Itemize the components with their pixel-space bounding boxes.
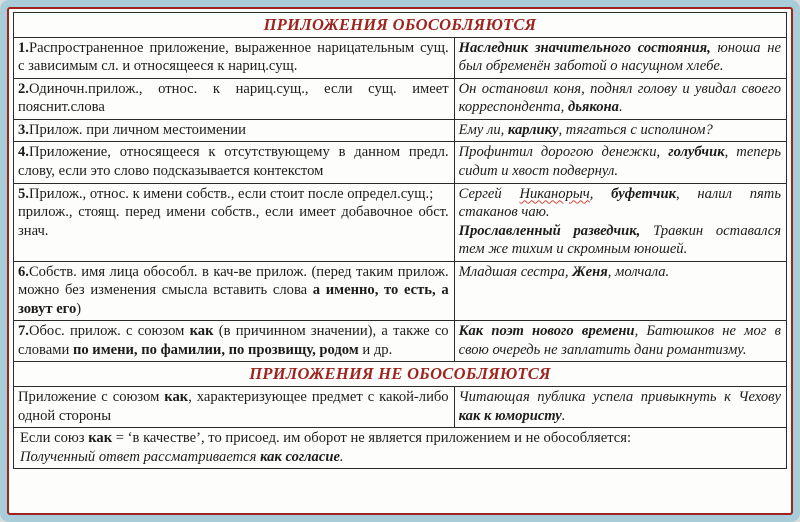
- table-row: [14, 142, 787, 183]
- text-segment: юноша не был обременён заботой о насущном хлебе.: [458, 39, 781, 75]
- text-segment: 5.: [18, 185, 29, 202]
- text-segment: Он остановил коня, поднял голову и увидал своего корреспондента,: [458, 80, 781, 116]
- text-segment: Собств. имя лица обособл. в кач-ве прилож. (перед таким прилож. можно без изменения смысла вставить слова: [18, 263, 449, 299]
- text-segment: Прилож. при личном местоимении: [28, 121, 246, 138]
- grammar-table: [13, 12, 787, 469]
- text-segment: Прославленный разведчик,: [458, 222, 641, 239]
- section-title-separated: ПРИЛОЖЕНИЯ ОБОСОБЛЯЮТСЯ: [14, 13, 787, 38]
- text-segment: карлику: [507, 121, 559, 138]
- text-segment: , налил пять стаканов чаю.: [458, 185, 781, 221]
- text-segment: Никанорыч: [519, 185, 590, 202]
- text-segment: .: [561, 407, 566, 424]
- table-row: [14, 428, 787, 469]
- text-segment: голубчик: [668, 144, 725, 161]
- text-segment: 3.: [18, 121, 29, 138]
- text-segment: Распространенное приложение, выраженное нарицательным сущ. с зависимым сл. и относящееся к нариц.сущ.: [18, 39, 449, 75]
- rule-cell: [14, 261, 455, 321]
- example-cell: [454, 119, 786, 142]
- rule-cell: [14, 183, 455, 261]
- example-cell: [454, 387, 786, 428]
- text-segment: Полученный ответ рассматривается: [20, 448, 261, 465]
- table-row: [14, 321, 787, 362]
- text-segment: как: [189, 323, 214, 340]
- section-not-separated-header: [14, 362, 787, 387]
- rule-cell: [14, 78, 455, 119]
- table-row: [14, 78, 787, 119]
- example-cell: [454, 183, 786, 261]
- text-segment: Приложение, относящееся к отсутствующему в данном предл. слову, если это слово подсказывается контекстом: [18, 144, 449, 179]
- text-segment: как: [164, 389, 189, 406]
- section-not-separated-rows: [14, 387, 787, 428]
- text-segment: Если союз: [20, 430, 89, 447]
- text-segment: Одиночн.прилож., относ. к нариц.сущ., если сущ. имеет пояснит.слова: [18, 80, 449, 116]
- text-segment: 4.: [18, 144, 29, 161]
- text-segment: Младшая сестра,: [458, 263, 573, 280]
- text-segment: буфетчик: [611, 185, 676, 202]
- table-row: [14, 183, 787, 261]
- table-row: [14, 362, 787, 387]
- example-cell: [454, 37, 786, 78]
- text-segment: Прилож., относ. к имени собств., если стоит после определ.сущ.;: [28, 185, 434, 202]
- text-segment: (в причинном значении), а также со словами: [18, 323, 449, 358]
- text-segment: дьякона: [567, 99, 619, 116]
- text-segment: как к юмористу: [458, 407, 562, 424]
- text-segment: , характеризующее предмет с какой-либо одной стороны: [18, 389, 449, 424]
- note-cell: [14, 428, 787, 469]
- text-segment: Женя: [572, 263, 608, 280]
- text-segment: а именно, то есть, а зовут его: [18, 282, 449, 317]
- table-row: [14, 119, 787, 142]
- text-segment: .: [618, 99, 623, 116]
- example-cell: [454, 261, 786, 321]
- text-segment: по имени, по фамилии, по прозвищу, родом: [72, 341, 359, 358]
- text-segment: Как поэт нового времени: [458, 323, 635, 340]
- table-frame: [7, 7, 793, 515]
- section-separated-rows: [14, 37, 787, 362]
- text-segment: Читающая публика успела привыкнуть к Чехову: [458, 389, 781, 406]
- table-row: [14, 37, 787, 78]
- rule-cell: [14, 119, 455, 142]
- text-segment: 2.: [18, 80, 29, 97]
- table-row: [14, 387, 787, 428]
- text-segment: Профинтил дорогою денежки,: [458, 144, 669, 161]
- text-segment: как: [88, 430, 113, 447]
- note-section: [14, 428, 787, 469]
- text-segment: 1.: [18, 39, 29, 56]
- text-segment: Обос. прилож. с союзом: [28, 323, 190, 340]
- text-segment: ,: [589, 185, 612, 202]
- table-row: [14, 261, 787, 321]
- text-segment: = ‘в качестве’, то присоед. им оборот не является приложением и не обособляется:: [112, 430, 632, 447]
- text-segment: , тягаться с исполином?: [558, 121, 713, 138]
- text-segment: .: [339, 448, 344, 465]
- section-separated-header: [14, 13, 787, 38]
- text-segment: , Батюшков не мог в свою очередь не заплатить дани романтизму.: [458, 323, 781, 358]
- example-cell: [454, 321, 786, 362]
- text-segment: ): [76, 300, 82, 317]
- section-title-not-separated: ПРИЛОЖЕНИЯ НЕ ОБОСОБЛЯЮТСЯ: [14, 362, 787, 387]
- text-segment: , молчала.: [607, 263, 670, 280]
- rule-cell: [14, 37, 455, 78]
- rule-cell: [14, 142, 455, 183]
- text-segment: , теперь сидит и хвост подвернул.: [458, 144, 782, 179]
- rule-cell: [14, 387, 455, 428]
- text-segment: Сергей: [458, 185, 520, 202]
- text-segment: 7.: [18, 323, 29, 340]
- table-row: [14, 13, 787, 38]
- example-cell: [454, 78, 786, 119]
- rule-cell: [14, 321, 455, 362]
- text-segment: Травкин оставался тем же тихим и скромным юношей.: [458, 222, 781, 258]
- text-segment: Наследник значительного состояния,: [458, 39, 711, 56]
- text-segment: Приложение с союзом: [18, 389, 165, 406]
- text-segment: и др.: [358, 341, 393, 358]
- text-segment: Ему ли,: [458, 121, 508, 138]
- example-cell: [454, 142, 786, 183]
- text-segment: прилож., стоящ. перед имени собств., если имеет добавочное обст. знач.: [18, 204, 449, 239]
- text-segment: как согласие: [260, 448, 340, 465]
- text-segment: 6.: [18, 263, 29, 280]
